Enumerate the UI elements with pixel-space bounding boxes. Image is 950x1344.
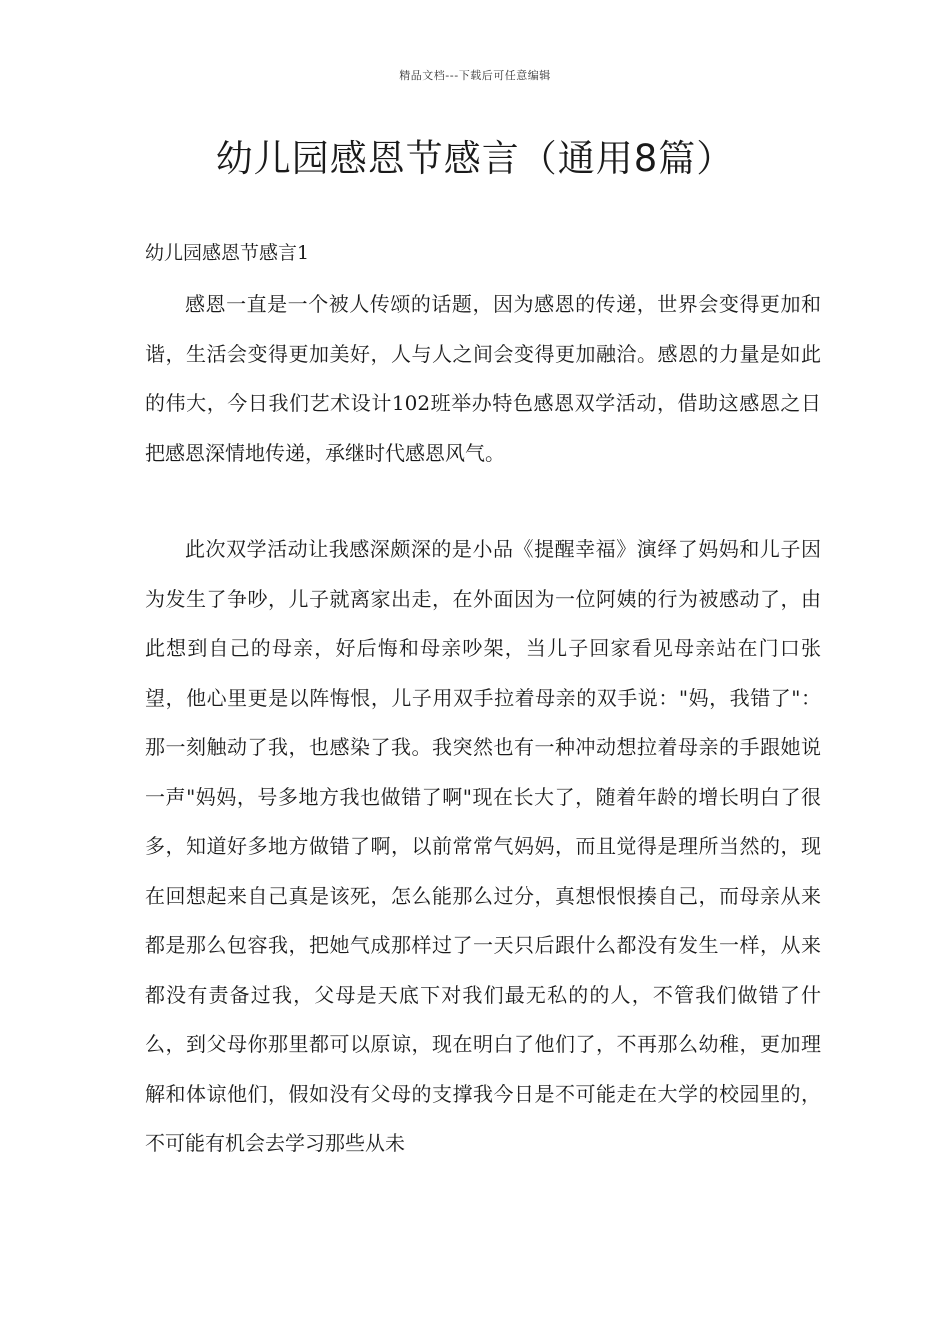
document-title: 幼儿园感恩节感言（通用8篇）: [215, 137, 735, 180]
page-header-note: 精品文档---下载后可任意编辑: [399, 69, 551, 82]
body-paragraph: 感恩一直是一个被人传颂的话题，因为感恩的传递，世界会变得更加和谐，生活会变得更加美好，人与人之间会变得更加融洽。感恩的力量是如此的伟大，今日我们艺术设计102班举办特色感恩双学活动，借助这感恩之日把感恩深情地传递，承继时代感恩风气。: [145, 292, 821, 465]
section-heading: 幼儿园感恩节感言1: [145, 242, 310, 264]
body-paragraph: 此次双学活动让我感深颇深的是小品《提醒幸福》演绎了妈妈和儿子因为发生了争吵，儿子就离家出走，在外面因为一位阿姨的行为被感动了，由此想到自己的母亲，好后悔和母亲吵架，当儿子回家看见母亲站在门口张望，他心里更是以阵悔恨，儿子用双手拉着母亲的双手说："妈，我错了"：那一刻触动了我，也感染了我。我突然也有一种冲动想拉着母亲的手跟她说一声"妈妈，号多地方我也做错了啊"现在长大了，随着年龄的增长明白了很多，知道好多地方做错了啊，以前常常气妈妈，而且觉得是理所当然的，现在回想起来自己真是该死，怎么能那么过分，真想恨恨揍自己，而母亲从来都是那么包容我，把她气成那样过了一天只后跟什么都没有发生一样，从来都没有责备过我，父母是天底下对我们最无私的的人，不管我们做错了什么，到父母你那里都可以原谅，现在明白了他们了，不再那么幼稚，更加理解和体谅他们，假如没有父母的支撑我今日是不可能走在大学的校园里的，不可能有机会去学习那些从未: [145, 537, 821, 1155]
